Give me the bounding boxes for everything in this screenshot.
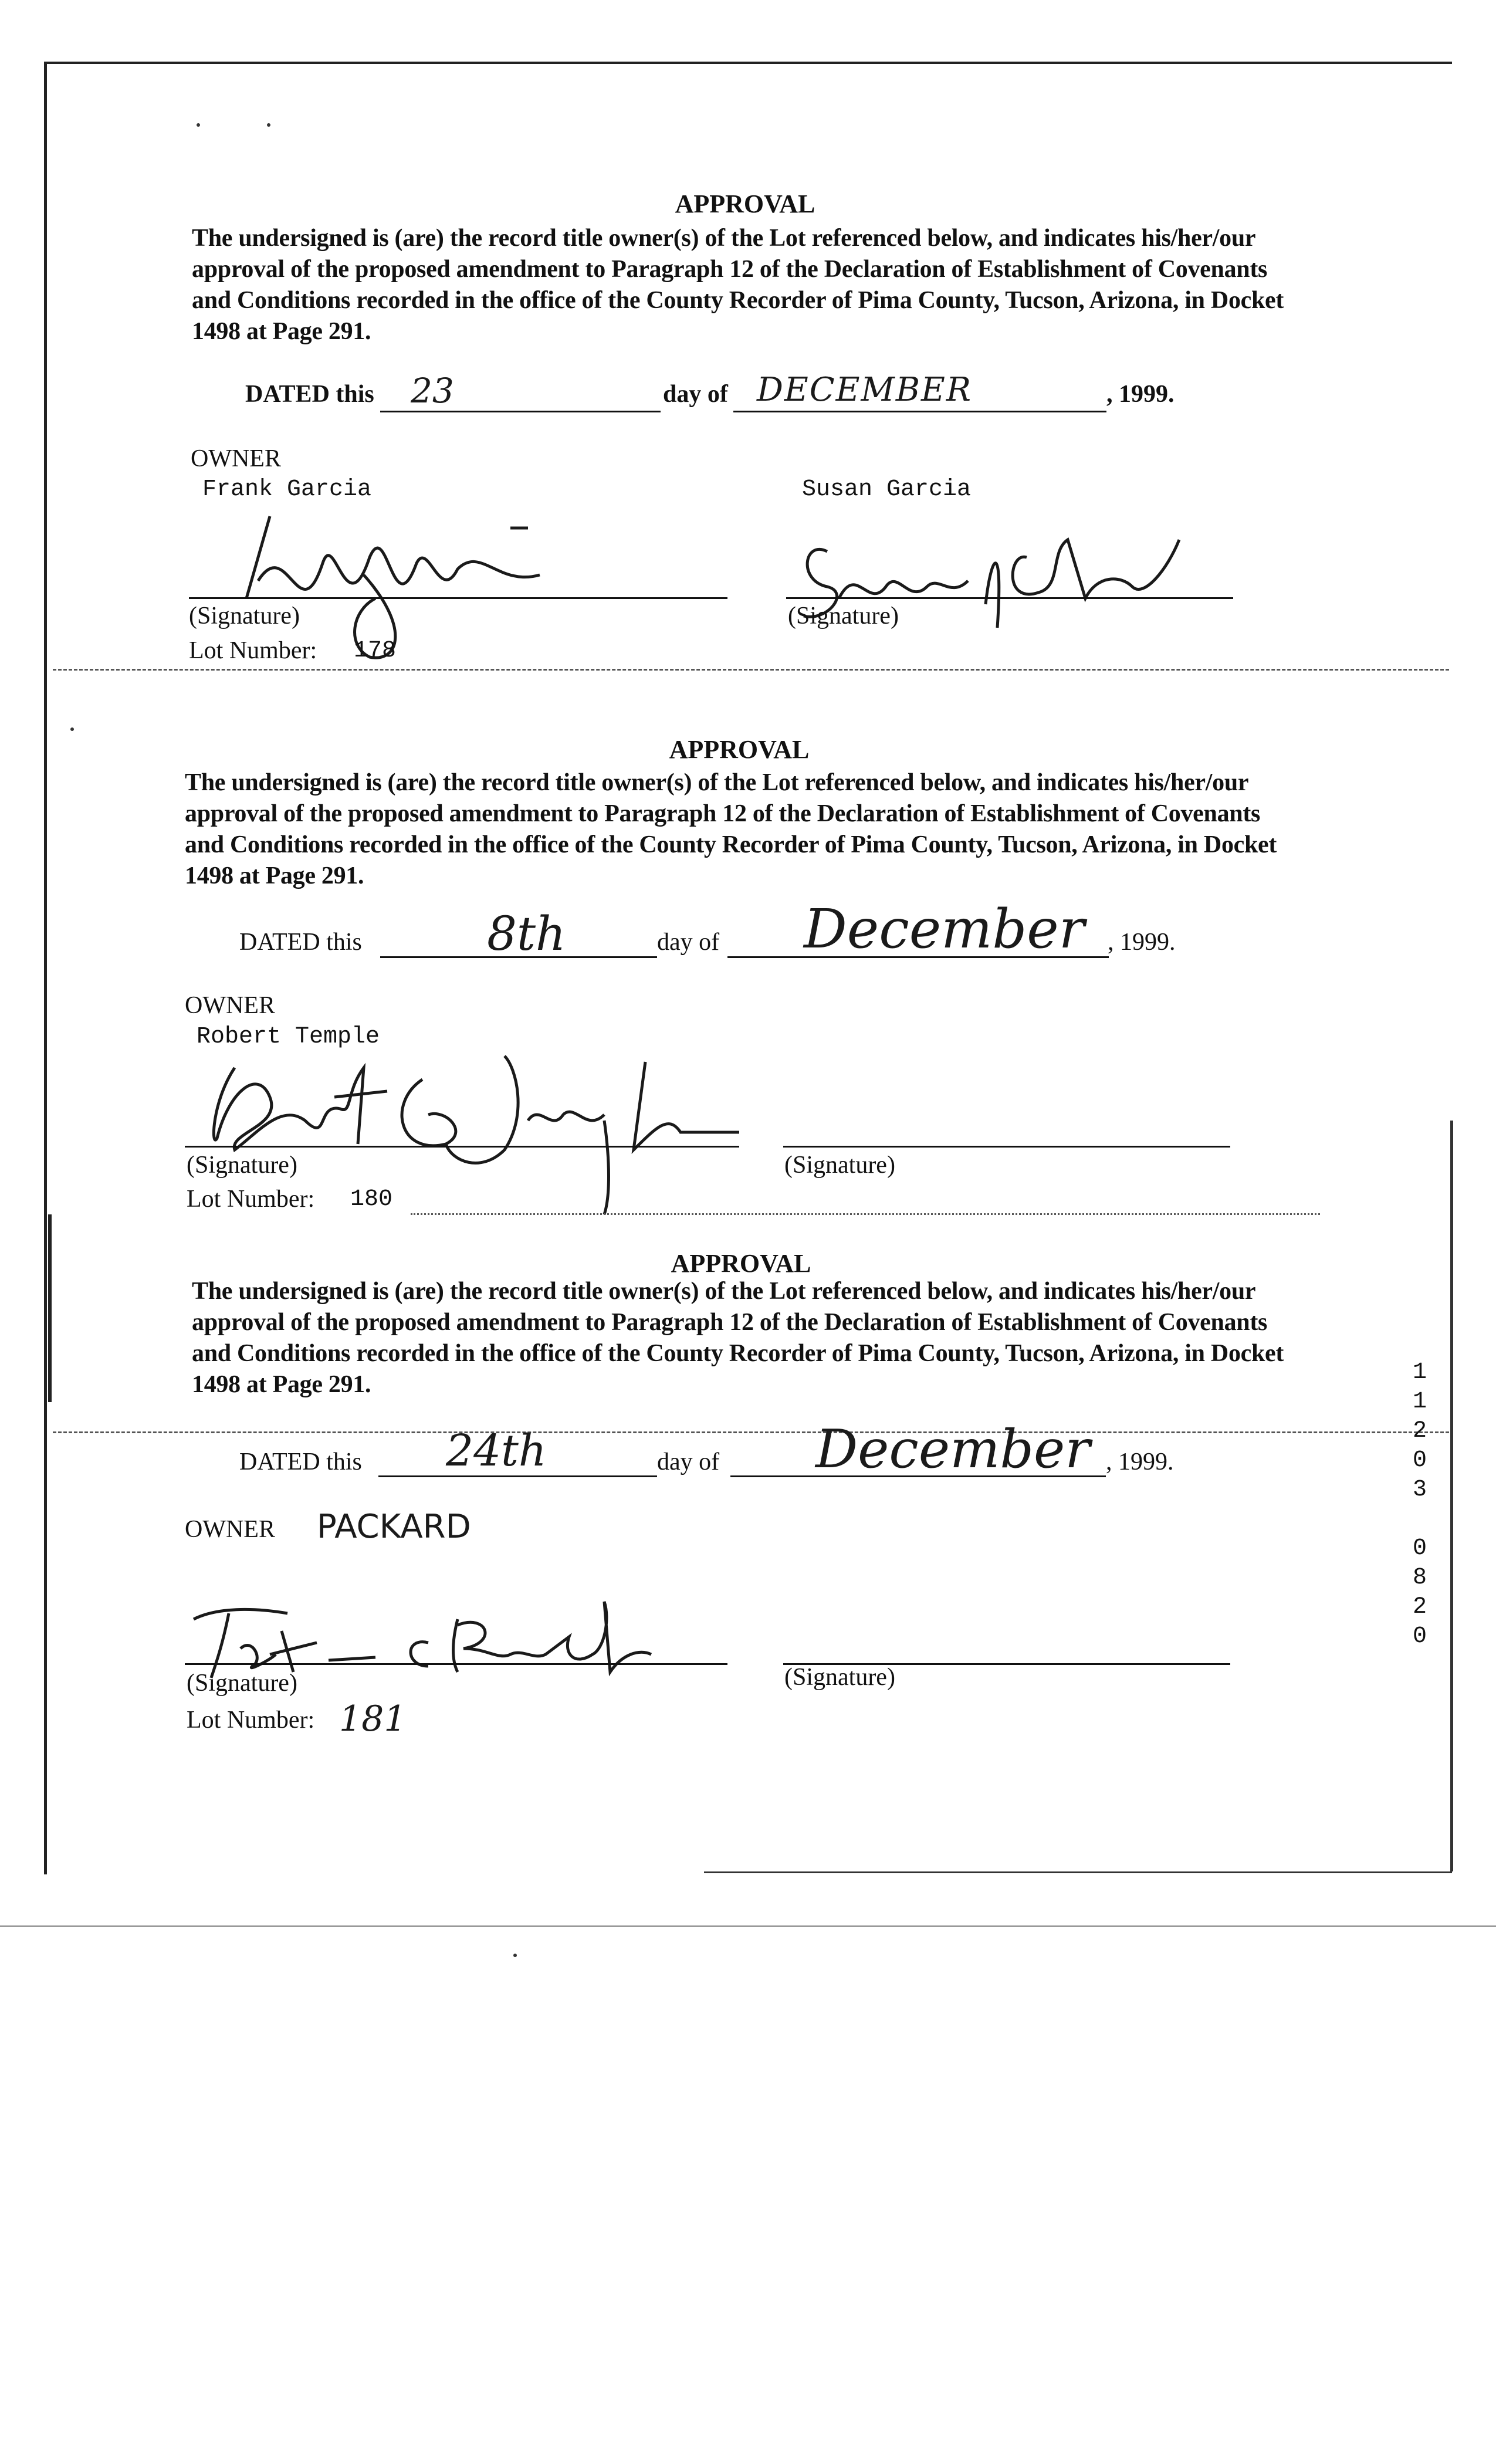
block1-day-value: 23 — [411, 371, 454, 411]
block1-sig-line-2 — [786, 597, 1233, 599]
block3-year: , 1999. — [1106, 1448, 1174, 1475]
separator-2 — [53, 1431, 1449, 1433]
block2-owner1-name: Robert Temple — [197, 1024, 380, 1050]
block3-signature-label-1: (Signature) — [187, 1670, 297, 1697]
block2-sig-line-1 — [185, 1146, 739, 1148]
block3-sig-line-1 — [185, 1663, 727, 1665]
block1-signature-label-1: (Signature) — [189, 603, 300, 629]
block2-signature-label-2: (Signature) — [784, 1152, 895, 1179]
frame-left-border-bold — [48, 1214, 52, 1402]
block2-day-of-label: day of — [657, 929, 720, 956]
block2-day-value: 8th — [487, 906, 566, 961]
block1-owner2-name: Susan Garcia — [802, 476, 972, 503]
block2-dated-label: DATED this — [239, 929, 362, 956]
block1-heading: APPROVAL — [675, 189, 815, 218]
block1-lot-label: Lot Number: — [189, 637, 317, 664]
block1-signature-label-2: (Signature) — [788, 603, 899, 629]
block3-month-line — [730, 1475, 1106, 1477]
stamp-char — [1408, 1505, 1431, 1534]
block2-heading: APPROVAL — [669, 735, 810, 764]
block2-lot-value: 180 — [350, 1186, 393, 1213]
frame-left-border — [44, 62, 47, 1874]
stamp-char: 2 — [1412, 1594, 1427, 1620]
block3-day-value: 24th — [446, 1426, 547, 1476]
block2-sig-line-2 — [783, 1146, 1230, 1148]
scan-speck — [197, 123, 200, 127]
block1-sig-line-1 — [189, 597, 727, 599]
stamp-char: 3 — [1412, 1477, 1427, 1503]
scan-speck — [70, 727, 74, 731]
block1-day-of-label: day of — [663, 381, 728, 408]
stamp-char: 1 — [1412, 1389, 1427, 1415]
block2-day-line — [380, 956, 657, 958]
block3-day-line — [378, 1475, 657, 1477]
stamp-char: 0 — [1412, 1535, 1427, 1562]
block3-heading: APPROVAL — [671, 1249, 811, 1278]
block3-signature-label-2: (Signature) — [784, 1664, 895, 1691]
block1-owner1-name: Frank Garcia — [202, 476, 372, 503]
block1-month-value: DECEMBER — [757, 371, 973, 409]
block2-signature-label-1: (Signature) — [187, 1152, 297, 1179]
block1-owner-label: OWNER — [191, 445, 281, 472]
frame-bottom-border — [704, 1871, 1452, 1873]
block1-month-line — [733, 411, 1106, 412]
block2-month-line — [727, 956, 1109, 958]
block2-paragraph: The undersigned is (are) the record title owner(s) of the Lot referenced below, and indicates his/her/our approval of the proposed amendment to Paragraph 12 of the Declaration of Establishment of Covenants and Conditions recorded in the office of the County Recorder of Pima County, Tucson, Arizona, in Docket 1498 at Page 291. — [185, 769, 1277, 889]
block2-year: , 1999. — [1108, 929, 1176, 956]
stamp-char: 1 — [1412, 1359, 1427, 1386]
stamp-char: 2 — [1412, 1418, 1427, 1444]
block1-day-line — [380, 411, 661, 412]
block3-dated-label: DATED this — [239, 1448, 362, 1475]
page-edge — [0, 1925, 1496, 1927]
frame-top-border — [44, 62, 1452, 64]
block3-owner1-name: PACKARD — [317, 1508, 471, 1546]
block1-dated-label: DATED this — [245, 381, 374, 408]
block3-lot-value: 181 — [339, 1698, 407, 1739]
stamp-char: 8 — [1412, 1565, 1427, 1591]
stamp-char: 0 — [1412, 1447, 1427, 1474]
block1-paragraph: The undersigned is (are) the record title owner(s) of the Lot referenced below, and indicates his/her/our approval of the proposed amendment to Paragraph 12 of the Declaration of Establishment of Covenants and Conditions recorded in the office of the County Recorder of Pima County, Tucson, Arizona, in Docket 1498 at Page 291. — [192, 225, 1284, 345]
block2-month-value: December — [804, 898, 1085, 960]
block1-lot-value: 178 — [354, 638, 397, 664]
block3-day-of-label: day of — [657, 1448, 720, 1475]
block3-owner-label: OWNER — [185, 1516, 275, 1543]
separator-1 — [53, 669, 1449, 671]
block2-owner-label: OWNER — [185, 992, 275, 1019]
block2-lot-label: Lot Number: — [187, 1186, 315, 1213]
stamp-char: 0 — [1412, 1623, 1427, 1650]
scan-dotted-line — [411, 1213, 1320, 1215]
scan-speck — [513, 1954, 517, 1957]
frame-right-border — [1450, 1121, 1453, 1871]
scan-speck — [267, 123, 270, 127]
block1-year: , 1999. — [1106, 381, 1175, 408]
recording-stamp — [1408, 1358, 1431, 1651]
block3-paragraph: The undersigned is (are) the record title owner(s) of the Lot referenced below, and indicates his/her/our approval of the proposed amendment to Paragraph 12 of the Declaration of Establishment of Covenants and Conditions recorded in the office of the County Recorder of Pima County, Tucson, Arizona, in Docket 1498 at Page 291. — [192, 1278, 1284, 1398]
block3-lot-label: Lot Number: — [187, 1707, 315, 1734]
block3-month-value: December — [815, 1419, 1091, 1480]
